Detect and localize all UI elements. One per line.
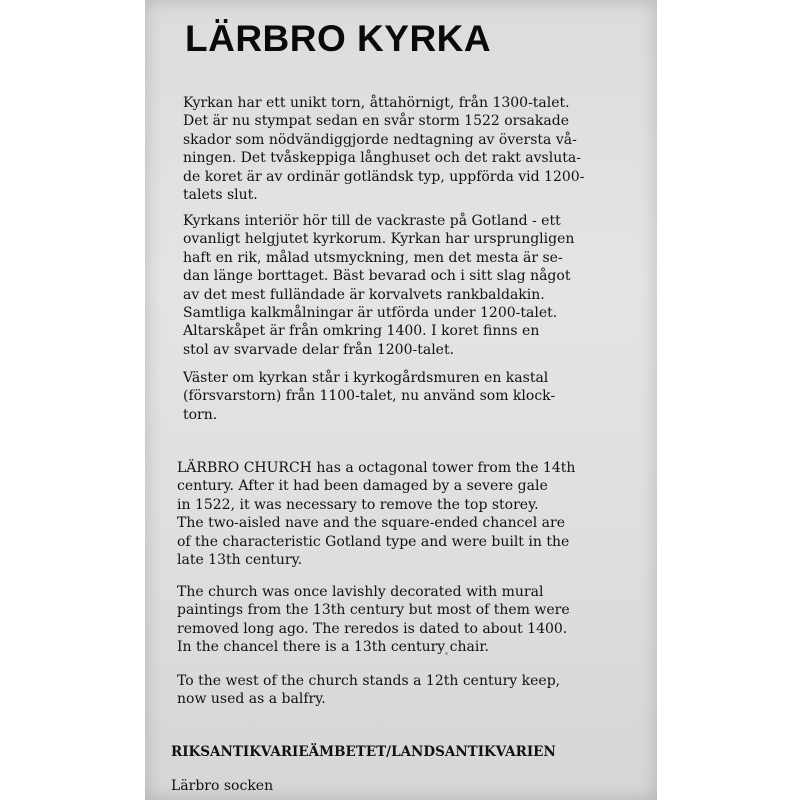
text-line: av det mest fulländade är korvalvets rankbaldakin. xyxy=(183,286,545,303)
text-line: ningen. Det tvåskeppiga långhuset och det rakt avsluta- xyxy=(183,150,581,167)
text-line: century. After it had been damaged by a severe gale xyxy=(177,478,548,495)
text-line: (försvarstorn) från 1100-talet, nu använd som klock- xyxy=(183,388,556,405)
sign-text-area xyxy=(145,0,657,800)
text-line: paintings from the 13th century but most of them were xyxy=(177,602,570,619)
text-line: The church was once lavishly decorated with mural xyxy=(177,584,544,600)
text-line: Kyrkan har ett unikt torn, åttahörnigt, från 1300-talet. xyxy=(183,95,570,111)
text-line: Altarskåpet är från omkring 1400. I koret finns en xyxy=(183,323,540,340)
text-line: The two-aisled nave and the square-ended chancel are xyxy=(177,515,565,532)
footer-organization: RIKSANTIKVARIEÄMBETET/LANDSANTIKVARIEN xyxy=(171,744,556,760)
information-sign xyxy=(145,0,657,800)
sign-title: LÄRBRO KYRKA xyxy=(185,18,492,59)
text-line: Samtliga kalkmålningar är utförda under 1200-talet. xyxy=(183,305,558,322)
surface-speck xyxy=(452,520,455,523)
text-line: haft en rik, målad utsmyckning, men det mesta är se- xyxy=(183,249,563,266)
english-paragraph-3 xyxy=(177,672,560,709)
text-line: now used as a balfry. xyxy=(177,691,326,708)
text-line: stol av svarvade delar från 1200-talet. xyxy=(183,341,455,358)
text-line: in 1522, it was necessary to remove the top storey. xyxy=(177,496,539,513)
text-line: LÄRBRO CHURCH has a octagonal tower from the 14th xyxy=(177,460,576,476)
text-line: talets slut. xyxy=(183,187,258,204)
english-paragraph-1 xyxy=(177,459,575,569)
text-line: Väster om kyrkan står i kyrkogårdsmuren en kastal xyxy=(183,370,549,386)
text-line: dan länge borttaget. Bäst bevarad och i sitt slag något xyxy=(183,268,571,285)
swedish-paragraph-1 xyxy=(183,94,584,204)
text-line: torn. xyxy=(183,406,218,423)
swedish-paragraph-3 xyxy=(183,369,555,424)
text-line: de koret är av ordinär gotländsk typ, uppförda vid 1200- xyxy=(183,168,585,185)
text-line: Kyrkans interiör hör till de vackraste på Gotland - ett xyxy=(183,213,561,229)
text-line: To the west of the church stands a 12th century keep, xyxy=(177,673,561,689)
text-line: ovanligt helgjutet kyrkorum. Kyrkan har ursprungligen xyxy=(183,231,575,248)
swedish-paragraph-2 xyxy=(183,212,574,359)
text-line: of the characteristic Gotland type and were built in the xyxy=(177,533,570,550)
footer-parish: Lärbro socken xyxy=(171,778,274,794)
surface-speck xyxy=(445,652,448,655)
text-line: removed long ago. The reredos is dated to about 1400. xyxy=(177,620,568,637)
text-line: In the chancel there is a 13th century chair. xyxy=(177,639,489,656)
text-line: skador som nödvändiggjorde nedtagning av översta vå- xyxy=(183,131,577,148)
text-line: late 13th century. xyxy=(177,552,303,569)
english-paragraph-2 xyxy=(177,583,570,657)
text-line: Det är nu stympat sedan en svår storm 1522 orsakade xyxy=(183,113,569,130)
